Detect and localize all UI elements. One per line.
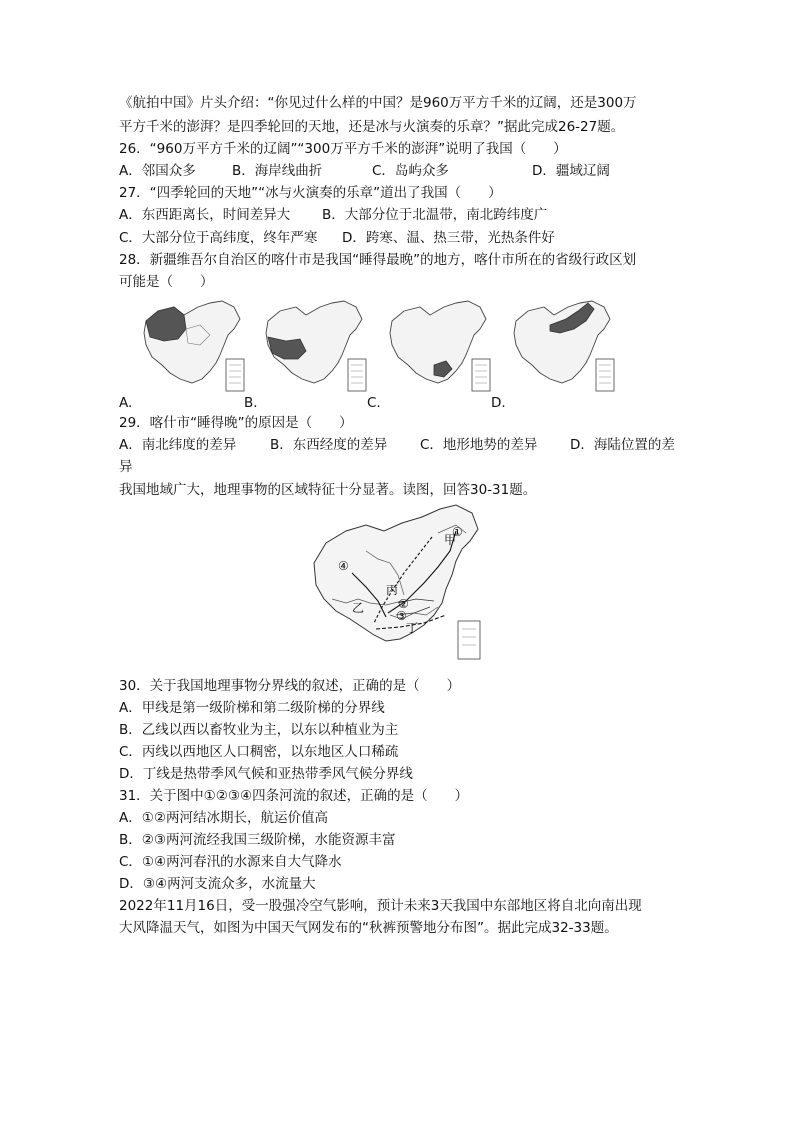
q30-option-a: A．甲线是第一级阶梯和第二级阶梯的分界线: [119, 700, 385, 716]
map-label-yi: 甲: [444, 533, 457, 547]
q26-option-c: C．岛屿众多: [372, 163, 449, 179]
q28-map-d: [510, 299, 618, 399]
q28-map-a: [140, 299, 248, 399]
q26-option-a: A．邻国众多: [119, 163, 196, 179]
map-label-river-4: ④: [338, 559, 349, 573]
map-label-bing: 丙: [386, 583, 399, 597]
q29-option-a: A．南北纬度的差异: [119, 437, 237, 453]
q28-map-b: [262, 299, 370, 399]
q28-stem-2: 可能是（ ）: [119, 274, 214, 290]
q26-stem: 26．“960万平方千米的辽阔”“300万平方千米的澎湃”说明了我国（ ）: [119, 141, 567, 157]
map-label-river-1: ①: [452, 525, 463, 539]
intro-30-31: 我国地域广大，地理事物的区域特征十分显著。读图，回答30-31题。: [119, 482, 537, 498]
q27-option-d: D．跨寒、温、热三带，光热条件好: [342, 230, 555, 246]
q29-stem: 29．喀什市“睡得晚”的原因是（ ）: [119, 415, 353, 431]
q26-option-b: B．海岸线曲折: [232, 163, 323, 179]
china-boundary-map: [306, 503, 484, 663]
intro-line-1: 《航拍中国》片头介绍：“你见过什么样的中国？是960万平方千米的辽阔，还是300万: [119, 95, 637, 111]
q27-stem: 27．“四季轮回的天地”“冰与火演奏的乐章”道出了我国（ ）: [119, 185, 502, 201]
q30-option-d: D．丁线是热带季风气候和亚热带季风气候分界线: [119, 766, 413, 782]
map-label-yi2: 乙: [352, 601, 365, 615]
q28-stem-1: 28．新疆维吾尔自治区的喀什市是我国“睡得最晚”的地方，喀什市所在的省级行政区划: [119, 252, 637, 268]
q30-option-b: B．乙线以西以畜牧业为主，以东以种植业为主: [119, 722, 399, 738]
map-label-ding: 丁: [406, 621, 419, 635]
q28-map-c: [386, 299, 494, 399]
map-label-river-3: ③: [396, 609, 407, 623]
q27-option-a: A．东西距离长，时间差异大: [119, 207, 291, 223]
q30-stem: 30．关于我国地理事物分界线的叙述，正确的是（ ）: [119, 678, 461, 694]
intro-32-33-line-1: 2022年11月16日，受一股强冷空气影响，预计未来3天我国中东部地区将自北向南出现: [119, 898, 642, 914]
q27-option-b: B．大部分位于北温带，南北跨纬度广: [322, 207, 548, 223]
q31-option-a: A．①②两河结冰期长，航运价值高: [119, 810, 328, 826]
q28-option-c-label: C.: [367, 395, 381, 411]
q29-option-b: B．东西经度的差异: [270, 437, 388, 453]
q29-option-d: D．海陆位置的差: [570, 437, 675, 453]
q31-stem: 31．关于图中①②③④四条河流的叙述，正确的是（ ）: [119, 788, 469, 804]
q28-option-b-label: B.: [244, 395, 258, 411]
intro-line-2: 平方千米的澎湃？是四季轮回的天地，还是冰与火演奏的乐章？”据此完成26-27题。: [119, 119, 625, 135]
q31-option-c: C．①④两河春汛的水源来自大气降水: [119, 854, 342, 870]
q30-option-c: C．丙线以西地区人口稠密，以东地区人口稀疏: [119, 744, 399, 760]
q27-option-c: C．大部分位于高纬度，终年严寒: [119, 230, 318, 246]
q29-option-d-wrap: 异: [119, 459, 133, 475]
intro-32-33-line-2: 大风降温天气，如图为中国天气网发布的“秋裤预警地分布图”。据此完成32-33题。: [119, 920, 618, 936]
q31-option-b: B．②③两河流经我国三级阶梯，水能资源丰富: [119, 832, 396, 848]
q28-option-d-label: D.: [491, 395, 506, 411]
q26-option-d: D．疆域辽阔: [532, 163, 610, 179]
q28-option-a-label: A.: [119, 395, 133, 411]
q31-option-d: D．③④两河支流众多，水流量大: [119, 876, 316, 892]
q29-option-c: C．地形地势的差异: [420, 437, 538, 453]
map-label-river-2: ②: [398, 597, 409, 611]
